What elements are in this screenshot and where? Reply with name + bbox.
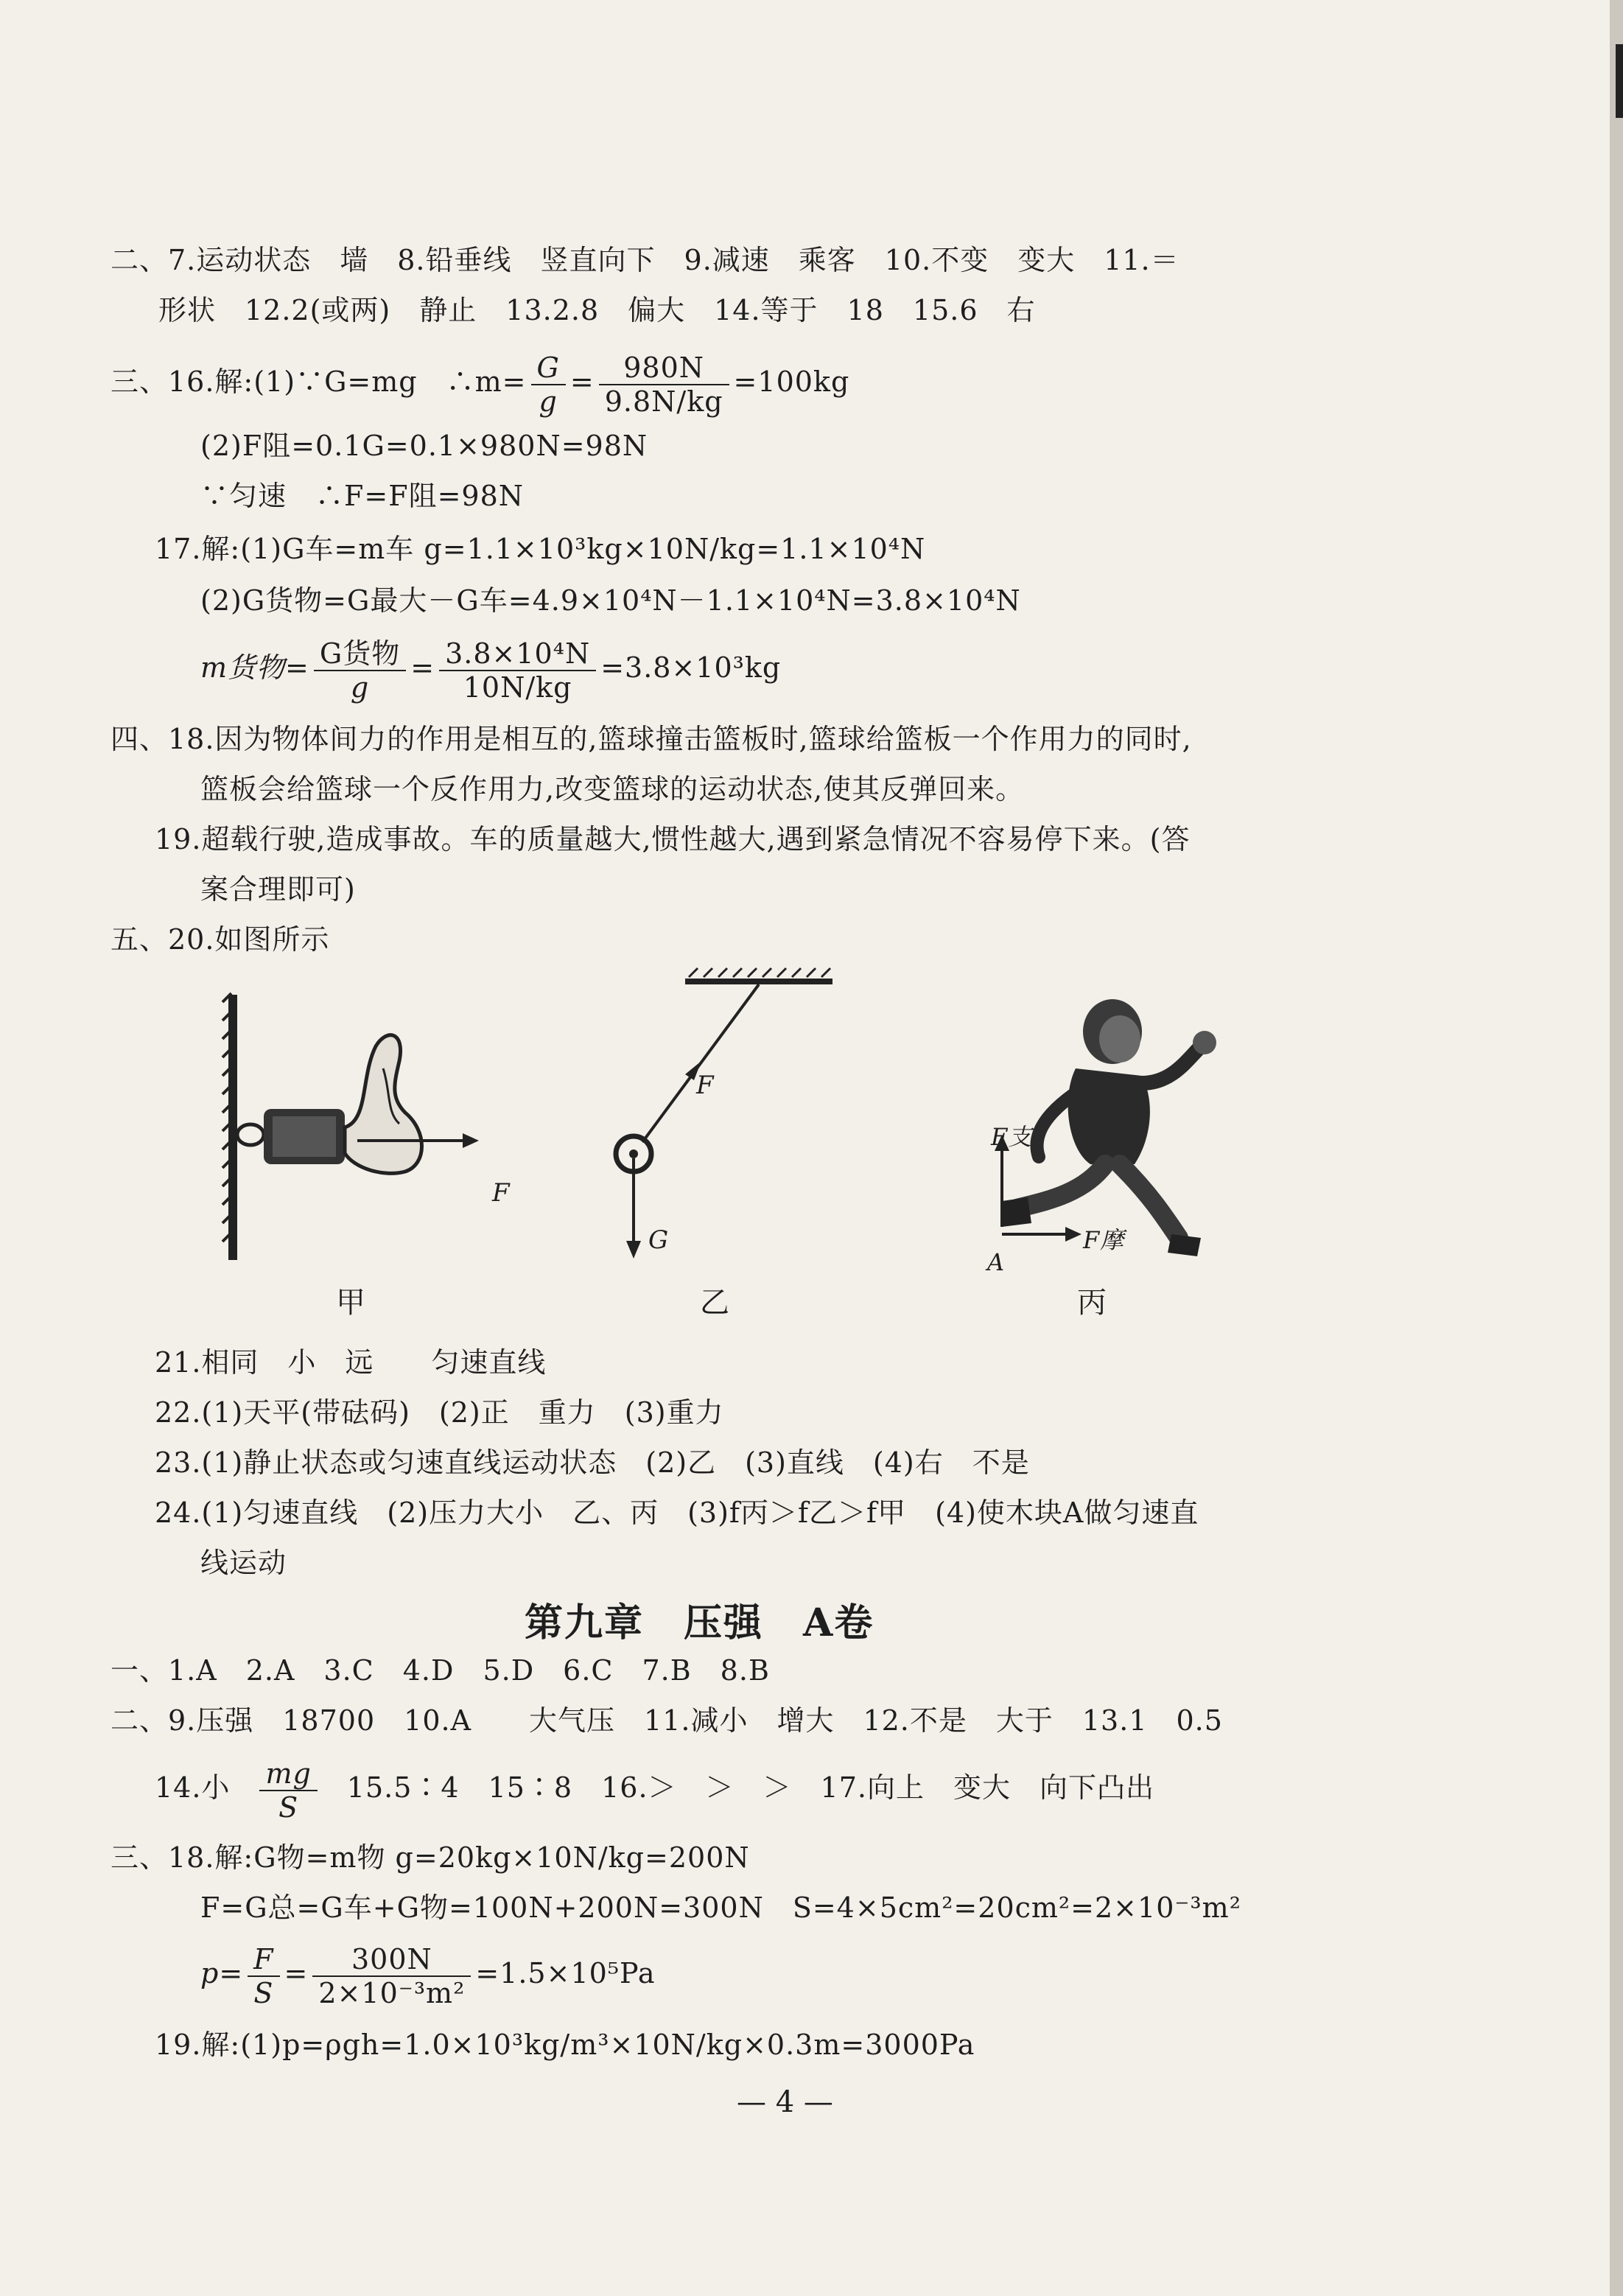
q22: 22.(1)天平(带砝码) (2)正 重力 (3)重力	[155, 1396, 724, 1429]
figure-jia	[206, 987, 530, 1275]
q17-fraction-2: $\frac{\text{3.8×10⁴N}}{10N/kg}$	[439, 637, 596, 704]
q17-line3: m货物= $\frac{\text{G货物}}{g}$ = $\frac{\text{3.8×10⁴N}}{10N/kg}$ =3.8×10³kg	[200, 637, 782, 704]
q16-lead: 三、16.解:(1)∵G=mg ∴m=	[111, 365, 527, 398]
ch9-fraction-300n: $\frac{300N}{\text{2×10⁻³m²}}$	[312, 1943, 471, 2009]
label-point-a: A	[987, 1248, 1006, 1276]
caption-jia: 甲	[336, 1286, 365, 1320]
label-f-jia: F	[492, 1178, 511, 1208]
ch9-fraction-mg-s: $\frac{mg}{S}$	[259, 1757, 317, 1824]
label-f-support: F支	[991, 1123, 1033, 1151]
q16-line2: (2)F阻=0.1G=0.1×980N=98N	[200, 430, 648, 462]
q20-line: 五、20.如图所示	[111, 923, 330, 956]
ch9-q18-line1: 三、18.解:G物=m物 g=20kg×10N/kg=200N	[111, 1841, 750, 1874]
q16-fraction-2: $\frac{980N}{9.8N/kg}$	[599, 351, 729, 418]
q17-line1: 17.解:(1)G车=m车 g=1.1×10³kg×10N/kg=1.1×10⁴N	[155, 533, 926, 565]
ch9-section1: 一、1.A 2.A 3.C 4.D 5.D 6.C 7.B 8.B	[111, 1654, 770, 1687]
ch9-fraction-f-s: $\frac{F}{S}$	[248, 1943, 279, 2009]
section2-line2: 形状 12.2(或两) 静止 13.2.8 偏大 14.等于 18 15.6 右	[158, 294, 1036, 326]
q17-fraction-1: $\frac{\text{G货物}}{g}$	[314, 637, 406, 704]
q19-line1: 19.超载行驶,造成事故。车的质量越大,惯性越大,遇到紧急情况不容易停下来。(答	[155, 823, 1191, 855]
q18-line1: 四、18.因为物体间力的作用是相互的,篮球撞击篮板时,篮球给篮板一个作用力的同时,	[111, 723, 1192, 755]
chapter-title: 第九章 压强 A卷	[525, 1600, 874, 1645]
q24-line2: 线运动	[200, 1547, 287, 1579]
section2-line1: 二、7.运动状态 墙 8.铅垂线 竖直向下 9.减速 乘客 10.不变 变大 11.＝	[111, 244, 1179, 276]
q18-line2: 篮板会给篮球一个反作用力,改变篮球的运动状态,使其反弹回来。	[200, 773, 1025, 805]
label-g-yi: G	[648, 1225, 670, 1255]
ch9-q18-line3: p= $\frac{F}{S}$ = $\frac{300N}{\text{2×10⁻³m²}}$ =1.5×10⁵Pa	[200, 1942, 656, 2009]
ch9-q18-line2: F=G总=G车+G物=100N+200N=300N S=4×5cm²=20cm²=2×10⁻³m²	[200, 1891, 1241, 1924]
q16-fraction-1: $\frac{G}{g}$	[531, 351, 566, 418]
page-number: — 4 —	[737, 2085, 833, 2119]
q21: 21.相同 小 远 匀速直线	[155, 1346, 547, 1379]
q17-line2: (2)G货物=G最大－G车=4.9×10⁴N－1.1×10⁴N=3.8×10⁴N	[200, 584, 1021, 617]
page-edge-shadow	[1610, 0, 1623, 2296]
q23: 23.(1)静止状态或匀速直线运动状态 (2)乙 (3)直线 (4)右 不是	[155, 1446, 1030, 1479]
q16-line3: ∵匀速 ∴F=F阻=98N	[200, 480, 525, 512]
binding-mark	[1616, 44, 1623, 118]
ch9-section2: 二、9.压强 18700 10.A 大气压 11.减小 增大 12.不是 大于 13.1 0.5	[111, 1704, 1223, 1737]
q16-line1: 三、16.解:(1)∵G=mg ∴m= $\frac{G}{g}$ = $\frac{980N}{9.8N/kg}$ =100kg	[111, 351, 850, 418]
label-f-friction: F摩	[1083, 1226, 1125, 1254]
caption-yi: 乙	[700, 1286, 729, 1320]
label-f-yi: F	[696, 1071, 715, 1100]
q24-line1: 24.(1)匀速直线 (2)压力大小 乙、丙 (3)f丙＞f乙＞f甲 (4)使木块A做匀速直	[155, 1497, 1199, 1529]
ch9-q19: 19.解:(1)p=ρgh=1.0×10³kg/m³×10N/kg×0.3m=3000Pa	[155, 2029, 975, 2061]
caption-bing: 丙	[1077, 1286, 1107, 1320]
ch9-line3: 14.小 $\frac{mg}{S}$ 15.5∶4 15∶8 16.＞ ＞ ＞ 17.向上 变大 向下凸出	[155, 1757, 1154, 1824]
q19-line2: 案合理即可)	[200, 873, 356, 906]
figure-yi	[589, 965, 855, 1260]
